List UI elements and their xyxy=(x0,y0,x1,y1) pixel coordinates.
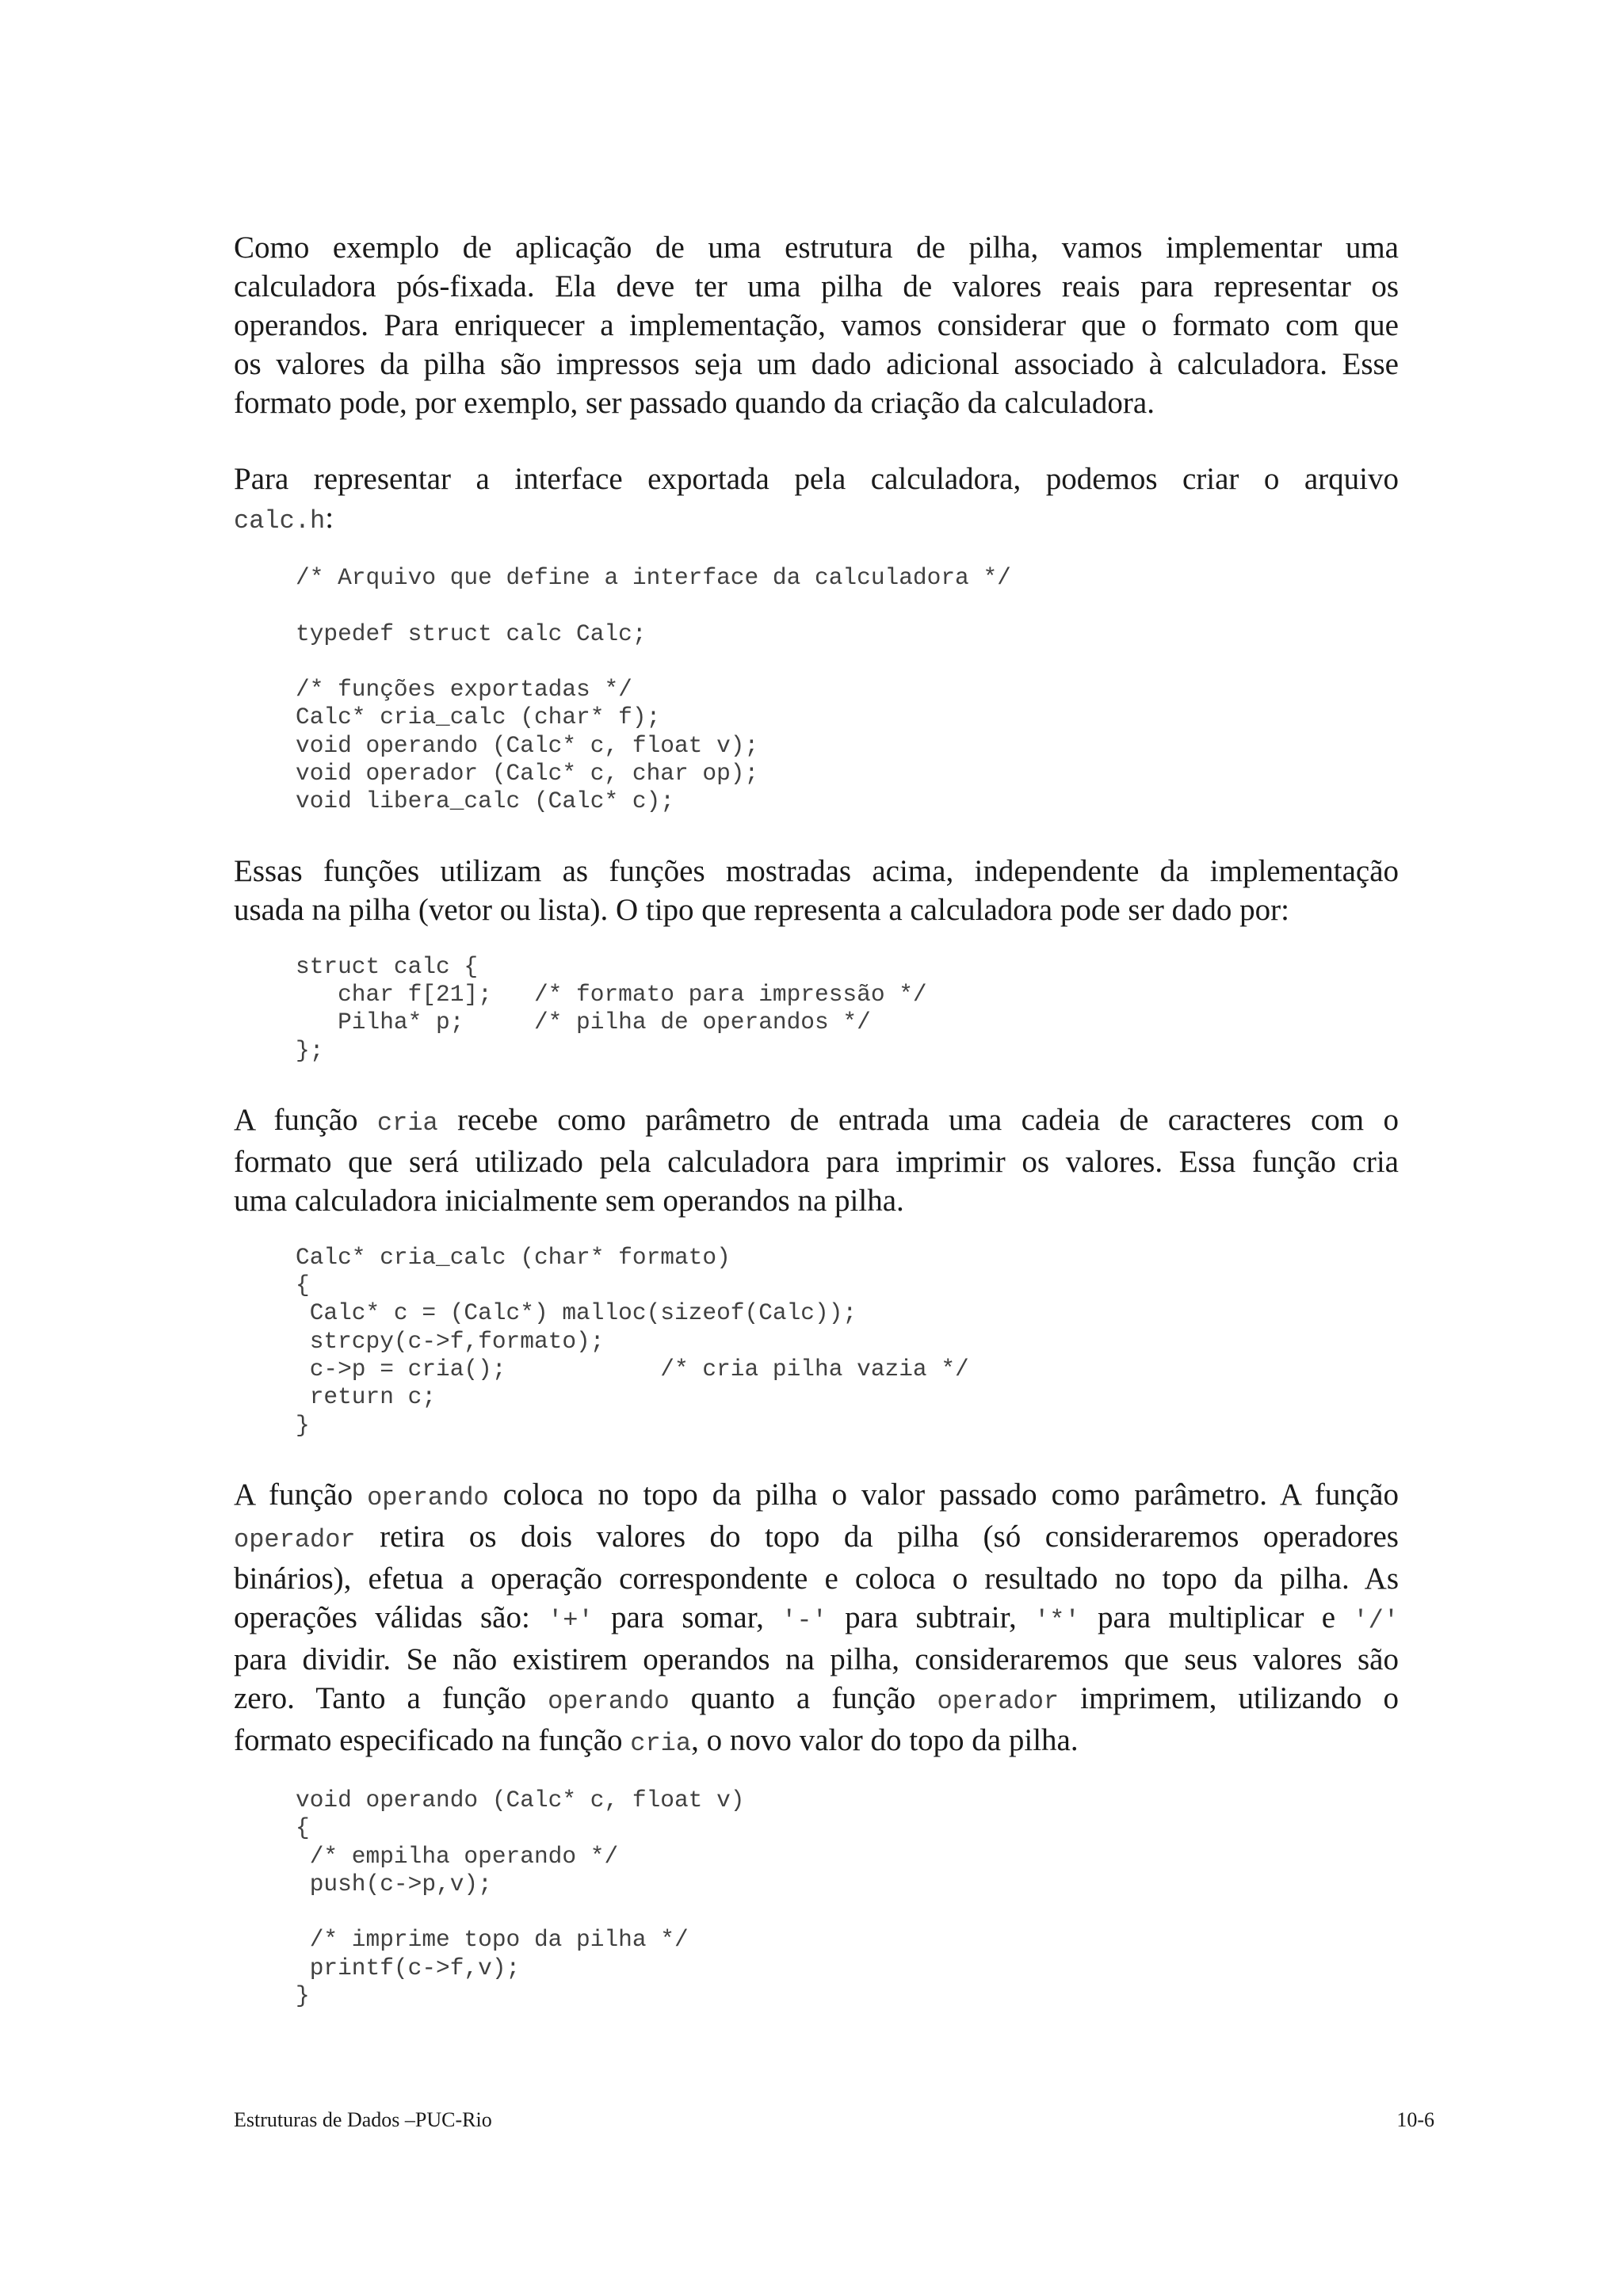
text-line: operandos. Para enriquecer a implementação, vamos considerar que o formato com que xyxy=(234,308,1399,342)
text-line: Essas funções utilizam as funções mostradas acima, independente da implementação xyxy=(234,853,1399,888)
text-line xyxy=(234,1721,1399,1763)
text-fragment: coloca no topo da pilha o valor passado como parâmetro. A função xyxy=(488,1477,1399,1512)
text-fragment: A função xyxy=(234,1477,368,1512)
code-block-struct: struct calc { char f[21]; /* formato para impressão */ Pilha* p; /* pilha de operandos */ }; xyxy=(296,952,927,1064)
text-line xyxy=(234,498,1399,540)
text-fragment: formato especificado na função xyxy=(234,1722,631,1757)
text-fragment: , o novo valor do topo da pilha. xyxy=(691,1722,1079,1757)
text-fragment: retira os dois valores do topo da pilha (só consideraremos operadores xyxy=(355,1519,1399,1554)
inline-code: cria xyxy=(376,1108,438,1138)
text-line xyxy=(234,1100,1399,1142)
text-line: os valores da pilha são impressos seja um dado adicional associado à calculadora. Esse xyxy=(234,347,1399,381)
text-fragment: para multiplicar e xyxy=(1079,1600,1354,1634)
page-footer xyxy=(234,2108,1434,2132)
text-line xyxy=(234,1475,1399,1517)
interface-paragraph xyxy=(234,460,1399,540)
text-line: binários), efetua a operação correspondente e coloca o resultado no topo da pilha. As xyxy=(234,1561,1399,1596)
text-line: calculadora pós-fixada. Ela deve ter uma pilha de valores reais para representar os xyxy=(234,269,1399,303)
text-fragment: recebe como parâmetro de entrada uma cadeia de caracteres com o xyxy=(437,1102,1399,1137)
inline-code: operando xyxy=(367,1482,489,1512)
text-line: Para representar a interface exportada pela calculadora, podemos criar o arquivo xyxy=(234,462,1399,496)
functions-paragraph xyxy=(234,852,1399,929)
text-fragment: para somar, xyxy=(593,1600,782,1634)
text-line: uma calculadora inicialmente sem operandos na pilha. xyxy=(234,1183,904,1218)
document-page xyxy=(234,228,1399,2046)
inline-code: '*' xyxy=(1034,1605,1080,1635)
text-line xyxy=(234,1679,1399,1721)
text-fragment: operações válidas são: xyxy=(234,1600,548,1634)
inline-code: operador xyxy=(937,1686,1060,1716)
text-line: para dividir. Se não existirem operandos na pilha, consideraremos que seus valores são xyxy=(234,1642,1399,1676)
text-line: usada na pilha (vetor ou lista). O tipo que representa a calculadora pode ser dado por: xyxy=(234,892,1289,927)
inline-code: '+' xyxy=(548,1605,594,1635)
operando-paragraph xyxy=(234,1475,1399,1763)
code-block-cria-calc: Calc* cria_calc (char* formato) { Calc* c = (Calc*) malloc(sizeof(Calc)); strcpy(c->f,formato); c->p = cria(); /* cria pilha vazia */ return c; } xyxy=(296,1243,969,1439)
text-line: formato que será utilizado pela calculadora para imprimir os valores. Essa função cria xyxy=(234,1144,1399,1179)
cria-paragraph xyxy=(234,1100,1399,1220)
inline-code-filename: calc.h xyxy=(234,506,326,536)
intro-paragraph xyxy=(234,228,1399,422)
text-line: formato pode, por exemplo, ser passado quando da criação da calculadora. xyxy=(234,386,1155,420)
text-line xyxy=(234,1598,1399,1640)
code-block-interface: /* Arquivo que define a interface da calculadora */ typedef struct calc Calc; /* funções exportadas */ Calc* cria_calc (char* f); void operando (Calc* c, float v); void operador (Calc* c, char op); void libera_calc (Calc* c); xyxy=(296,564,1011,815)
code-block-operando: void operando (Calc* c, float v) { /* empilha operando */ push(c->p,v); /* imprime topo da pilha */ printf(c->f,v); } xyxy=(296,1786,745,2010)
text-fragment: imprimem, utilizando o xyxy=(1059,1680,1399,1715)
text-line xyxy=(234,1517,1399,1559)
inline-code: '-' xyxy=(781,1605,827,1635)
text-fragment: : xyxy=(325,501,334,535)
text-fragment: quanto a função xyxy=(669,1680,938,1715)
footer-title: Estruturas de Dados –PUC-Rio xyxy=(234,2108,492,2131)
text-fragment: A função xyxy=(234,1102,377,1137)
text-fragment: zero. Tanto a função xyxy=(234,1680,548,1715)
inline-code: operando xyxy=(548,1686,670,1716)
text-line: Como exemplo de aplicação de uma estrutura de pilha, vamos implementar uma xyxy=(234,231,1399,265)
text-fragment: para subtrair, xyxy=(827,1600,1035,1634)
inline-code: operador xyxy=(234,1524,356,1554)
page-number: 10-6 xyxy=(1396,2108,1434,2131)
inline-code: cria xyxy=(630,1728,692,1758)
inline-code: '/' xyxy=(1353,1605,1400,1635)
